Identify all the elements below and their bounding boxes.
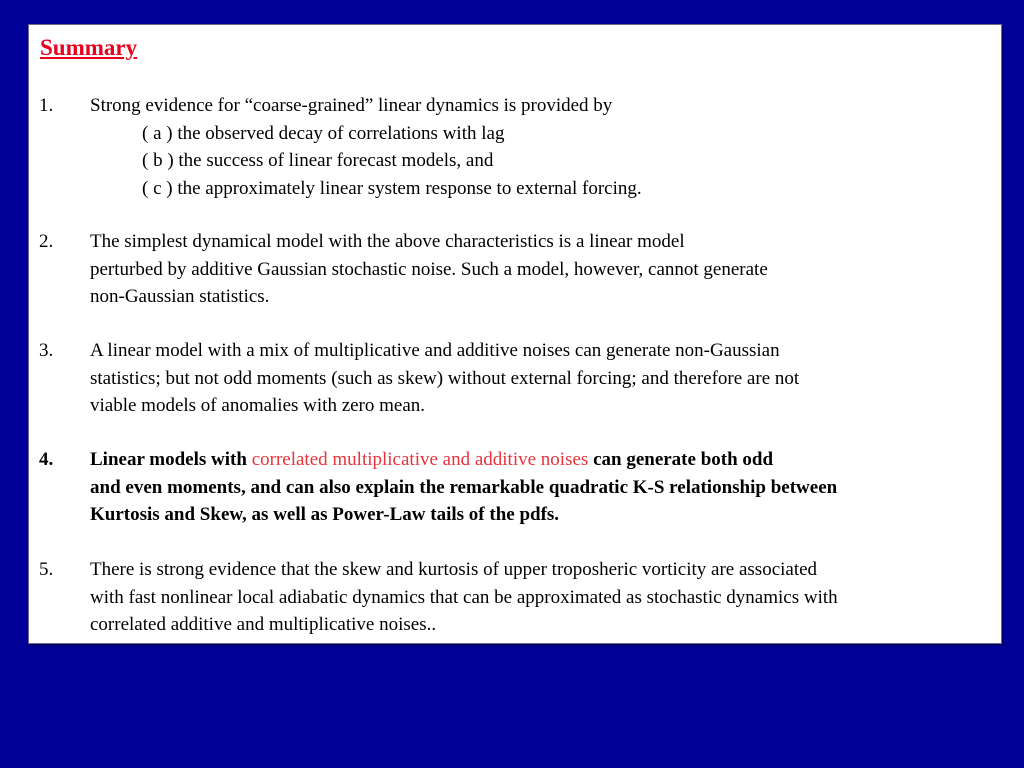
item-text [90,92,995,202]
item-line: non-Gaussian statistics. [90,286,270,307]
slide-title: Summary [40,35,138,60]
highlighted-phrase: correlated multiplicative and additive noises [251,449,589,470]
item-line: Strong evidence for “coarse-grained” linear dynamics is provided by [90,95,613,116]
item-line: The simplest dynamical model with the above characteristics is a linear model [90,231,685,252]
item-number: 1. [39,95,54,116]
item-line-start: Linear models with [90,449,252,470]
item-line [90,446,995,474]
item-line: correlated additive and multiplicative noises.. [90,614,437,635]
item-number: 4. [39,449,54,470]
item-line: perturbed by additive Gaussian stochastic noise. Such a model, however, cannot generate [90,258,768,280]
item-line: Kurtosis and Skew, as well as Power-Law tails of the pdfs. [90,504,560,525]
item-text [90,556,995,639]
item-line: and even moments, and can also explain the remarkable quadratic K-S relationship between [90,476,838,498]
item-line-end: can generate both odd [588,449,774,470]
sub-item-b: ( b ) the success of linear forecast models, and [142,150,494,171]
item-text [90,228,995,311]
item-text [90,337,995,420]
summary-panel [28,24,1002,644]
item-number: 5. [39,559,54,580]
item-number: 2. [39,231,54,252]
item-line: statistics; but not odd moments (such as skew) without external forcing; and therefore are not [90,367,800,389]
item-text [90,446,995,529]
sub-item-c: ( c ) the approximately linear system response to external forcing. [142,177,642,199]
item-line: with fast nonlinear local adiabatic dynamics that can be approximated as stochastic dynamics with [90,586,838,608]
item-line: viable models of anomalies with zero mean. [90,395,426,416]
sub-item-a: ( a ) the observed decay of correlations with lag [142,122,505,144]
item-line: There is strong evidence that the skew and kurtosis of upper troposheric vorticity are associated [90,559,818,580]
item-line: A linear model with a mix of multiplicative and additive noises can generate non-Gaussian [90,340,780,361]
item-number: 3. [39,340,54,361]
